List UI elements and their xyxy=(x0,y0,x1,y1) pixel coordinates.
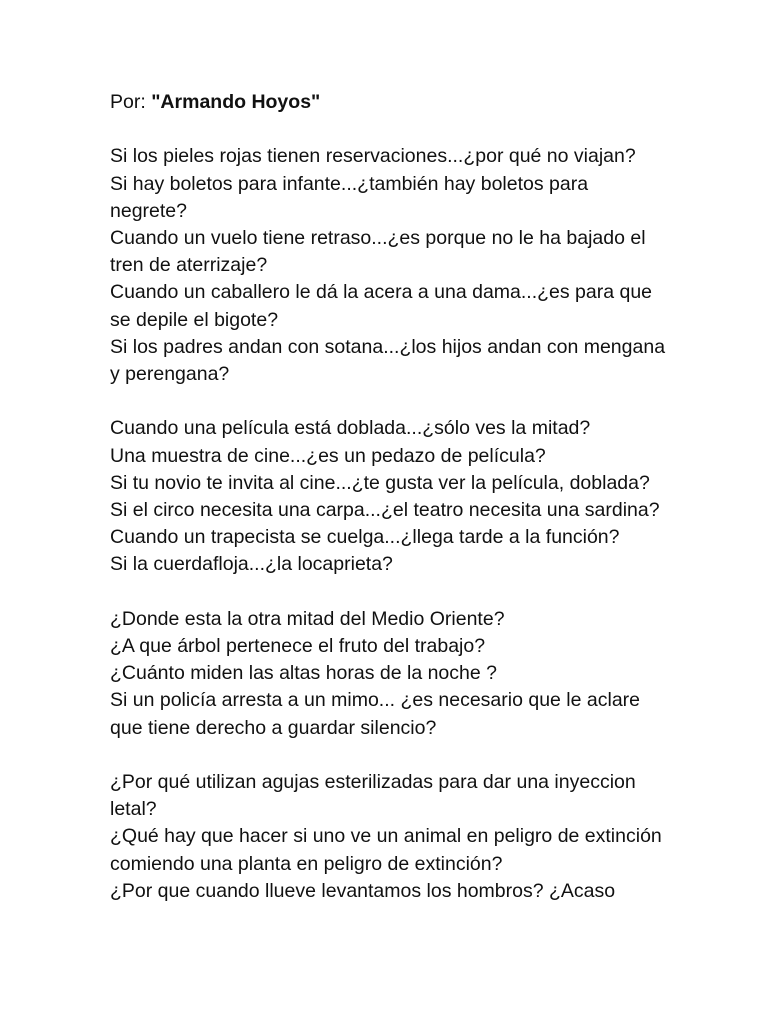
stanza-1 xyxy=(110,143,670,388)
text-line: ¿Por qué utilizan agujas esterilizadas para dar una inyeccion letal? xyxy=(110,771,636,821)
text-line: Si un policía arresta a un mimo... ¿es necesario que le aclare que tiene derecho a guardar silencio? xyxy=(110,689,641,739)
text-line: ¿A que árbol pertenece el fruto del trabajo? xyxy=(110,635,486,658)
text-line: Cuando un caballero le dá la acera a una dama...¿es para que se depile el bigote? xyxy=(110,281,653,331)
text-line: Cuando una película está doblada...¿sólo ves la mitad? xyxy=(110,417,591,440)
text-line: Una muestra de cine...¿es un pedazo de película? xyxy=(110,444,546,467)
text-line: Si los pieles rojas tienen reservaciones...¿por qué no viajan? xyxy=(110,145,636,168)
text-line: ¿Donde esta la otra mitad del Medio Oriente? xyxy=(110,607,505,630)
text-line: Cuando un vuelo tiene retraso...¿es porque no le ha bajado el tren de aterrizaje? xyxy=(110,227,646,277)
stanza-3 xyxy=(110,606,670,742)
text-line: ¿Por que cuando llueve levantamos los hombros? ¿Acaso xyxy=(110,879,616,902)
byline-prefix: Por: xyxy=(110,91,152,113)
text-line: Si la cuerdafloja...¿la locaprieta? xyxy=(110,553,393,576)
byline xyxy=(110,89,670,116)
document-body xyxy=(110,89,670,932)
text-line: Si tu novio te invita al cine...¿te gusta ver la película, doblada? xyxy=(110,471,650,494)
text-line: Si los padres andan con sotana...¿los hijos andan con mengana y perengana? xyxy=(110,335,666,386)
author-name: "Armando Hoyos" xyxy=(151,91,321,113)
text-line: Si el circo necesita una carpa...¿el teatro necesita una sardina? xyxy=(110,499,660,522)
stanza-4 xyxy=(110,769,670,905)
text-line: Cuando un trapecista se cuelga...¿llega tarde a la función? xyxy=(110,526,620,549)
stanza-2 xyxy=(110,415,670,578)
text-line: Si hay boletos para infante...¿también hay boletos para negrete? xyxy=(110,172,589,222)
text-line: ¿Cuánto miden las altas horas de la noche ? xyxy=(110,662,497,685)
text-line: ¿Qué hay que hacer si uno ve un animal en peligro de extinción comiendo una planta en peligro de extinción? xyxy=(110,825,662,875)
